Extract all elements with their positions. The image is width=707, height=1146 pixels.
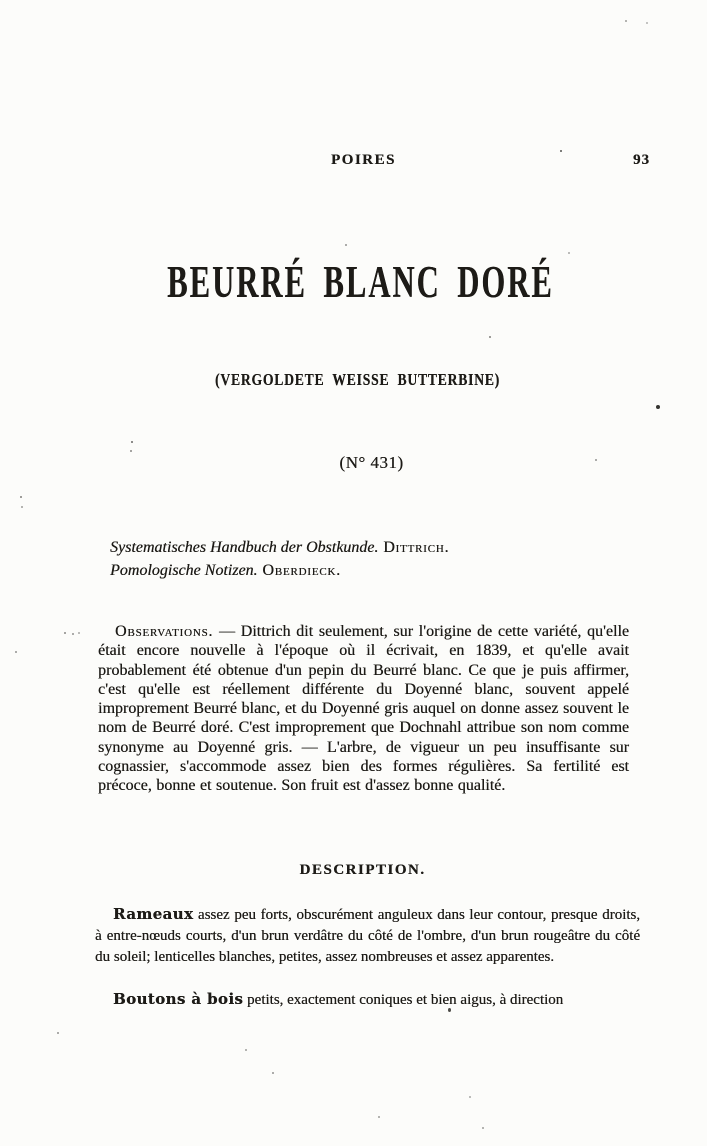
scan-speck <box>245 1049 247 1051</box>
scan-speck <box>482 1127 484 1129</box>
text-run-italic: Pomologische Notizen. <box>110 561 258 579</box>
scan-speck <box>345 244 347 246</box>
scan-speck <box>57 1032 59 1034</box>
page-title: BEURRÉ BLANC DORÉ <box>167 257 554 307</box>
text-run-italic: Systematisches Handbuch der Obstkunde. <box>110 539 379 556</box>
scan-speck <box>131 441 133 443</box>
variety-number: (N° 431) <box>339 453 404 472</box>
text-run-smallcaps: Observations. <box>115 623 214 640</box>
scan-speck <box>469 1096 471 1098</box>
running-header <box>0 152 707 174</box>
bibliography-entry <box>110 537 449 560</box>
scan-speck <box>448 1008 451 1012</box>
scan-speck <box>21 506 23 508</box>
text-run-bold: Boutons à bois <box>113 990 244 1008</box>
scan-speck <box>64 632 66 634</box>
scan-speck <box>20 496 22 498</box>
scan-speck <box>15 651 17 653</box>
section-heading: DESCRIPTION. <box>299 862 426 878</box>
description-paragraph-rameaux <box>95 904 640 969</box>
observations-paragraph <box>98 622 629 796</box>
scan-speck <box>378 1116 380 1118</box>
text-run-normal: assez peu forts, obscurément anguleux dans leur contour, presque droits, à entre-nœuds courts, d'un brun verdâtre du côté de l'ombre, d'un brun rougeâtre du côté du soleil; lenticelles blanches, petites, assez nombreuses et assez apparentes. <box>95 907 640 966</box>
scan-speck <box>130 450 132 452</box>
bibliography <box>110 537 449 582</box>
subtitle-german: (VERGOLDETE WEISSE BUTTERBINE) <box>215 370 500 389</box>
scan-speck <box>656 405 660 409</box>
text-run-normal: petits, exactement coniques et bien aigus, à direction <box>243 992 564 1008</box>
text-run-smallcaps: Oberdieck. <box>257 561 341 579</box>
text-run-normal: — Dittrich dit seulement, sur l'origine de cette variété, qu'elle était encore nouvelle à l'époque où il écrivait, en 1839, et qu'elle avait probablement été obtenue d'un pepin du Beurré blanc. Ce que je puis affirmer, c'est qu'elle est réellement différente du Doyenné blanc, souvent appelé improprement Beurré blanc, et du Doyenné gris auquel on donne assez souvent le nom de Beurré doré. C'est improprement que Dochnahl attribue son nom comme synonyme au Doyenné gris. — L'arbre, de vigueur un peu insuffisante sur cognassier, s'accommode assez bien des formes régulières. Sa fertilité est précoce, bonne et soutenue. Son fruit est d'assez bonne qualité. <box>98 623 629 795</box>
scan-speck <box>646 22 648 24</box>
bibliography-entry <box>110 560 449 583</box>
scan-speck <box>568 252 570 254</box>
scan-speck <box>489 336 491 338</box>
scan-speck <box>560 150 562 152</box>
page-number: 93 <box>633 152 650 168</box>
description-paragraph-boutons <box>95 989 640 1011</box>
text-run-bold: Rameaux <box>113 905 194 923</box>
text-run-smallcaps: Dittrich. <box>378 539 450 556</box>
scan-speck <box>78 632 80 634</box>
running-title: POIRES <box>331 152 396 168</box>
scan-speck <box>625 20 627 22</box>
scan-speck <box>272 1072 274 1074</box>
scan-speck <box>72 633 74 635</box>
scan-speck <box>595 459 597 461</box>
